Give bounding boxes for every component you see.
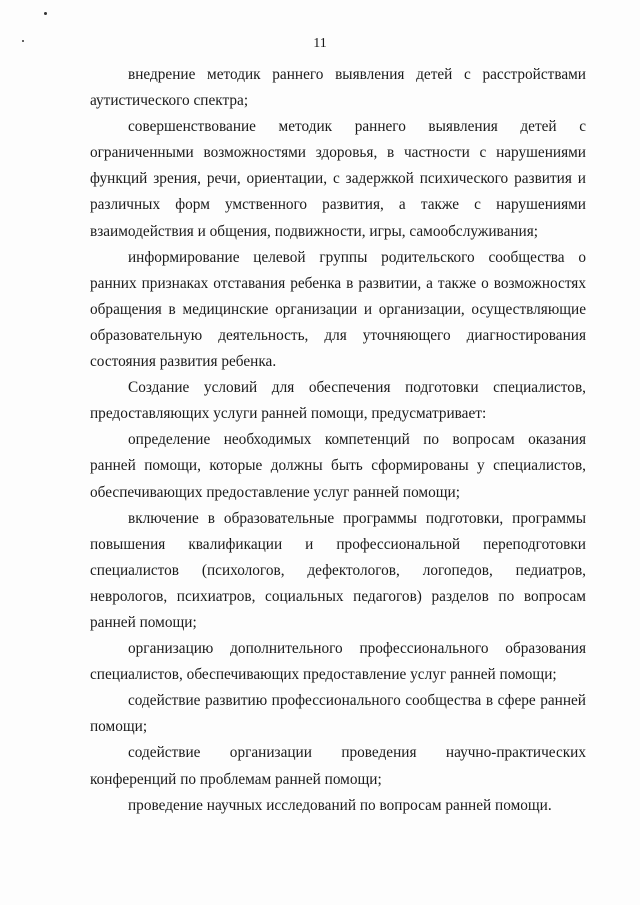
paragraph: Создание условий для обеспечения подготовки специалистов, предоставляющих услуги ранней помощи, предусматривает: (90, 379, 586, 423)
paragraph: совершенствование методик раннего выявления детей с ограниченными возможностями здоровья, в частности с нарушениями функций зрения, речи, ориентации, с задержкой психического развития и различных форм умственного развития, а также с нарушениями взаимодействия и общения, подвижности, игры, самообслуживания; (90, 118, 586, 240)
paragraph: организацию дополнительного профессионального образования специалистов, обеспечивающих предоставление услуг ранней помощи; (90, 640, 586, 684)
document-body (90, 62, 586, 819)
paragraph: содействие организации проведения научно-практических конференций по проблемам ранней помощи; (90, 744, 586, 788)
paragraph: определение необходимых компетенций по вопросам оказания ранней помощи, которые должны быть сформированы у специалистов, обеспечивающих предоставление услуг ранней помощи; (90, 431, 586, 501)
paragraph: включение в образовательные программы подготовки, программы повышения квалификации и профессиональной переподготовки специалистов (психологов, дефектологов, логопедов, педиатров, неврологов, психиатров, социальных педагогов) разделов по вопросам ранней помощи; (90, 509, 586, 631)
paragraph: внедрение методик раннего выявления детей с расстройствами аутистического спектра; (90, 66, 586, 110)
page-number: 11 (313, 36, 327, 51)
paragraph: проведение научных исследований по вопросам ранней помощи. (128, 796, 552, 814)
paragraph: содействие развитию профессионального сообщества в сфере ранней помощи; (90, 692, 586, 736)
paragraph: информирование целевой группы родительского сообщества о ранних признаках отставания ребенка в развитии, а также о возможностях обращения в медицинские организации и организации, осуществляющие образовательную деятельность, для уточняющего диагностирования состояния развития ребенка. (90, 248, 586, 371)
scan-speck (44, 12, 47, 15)
